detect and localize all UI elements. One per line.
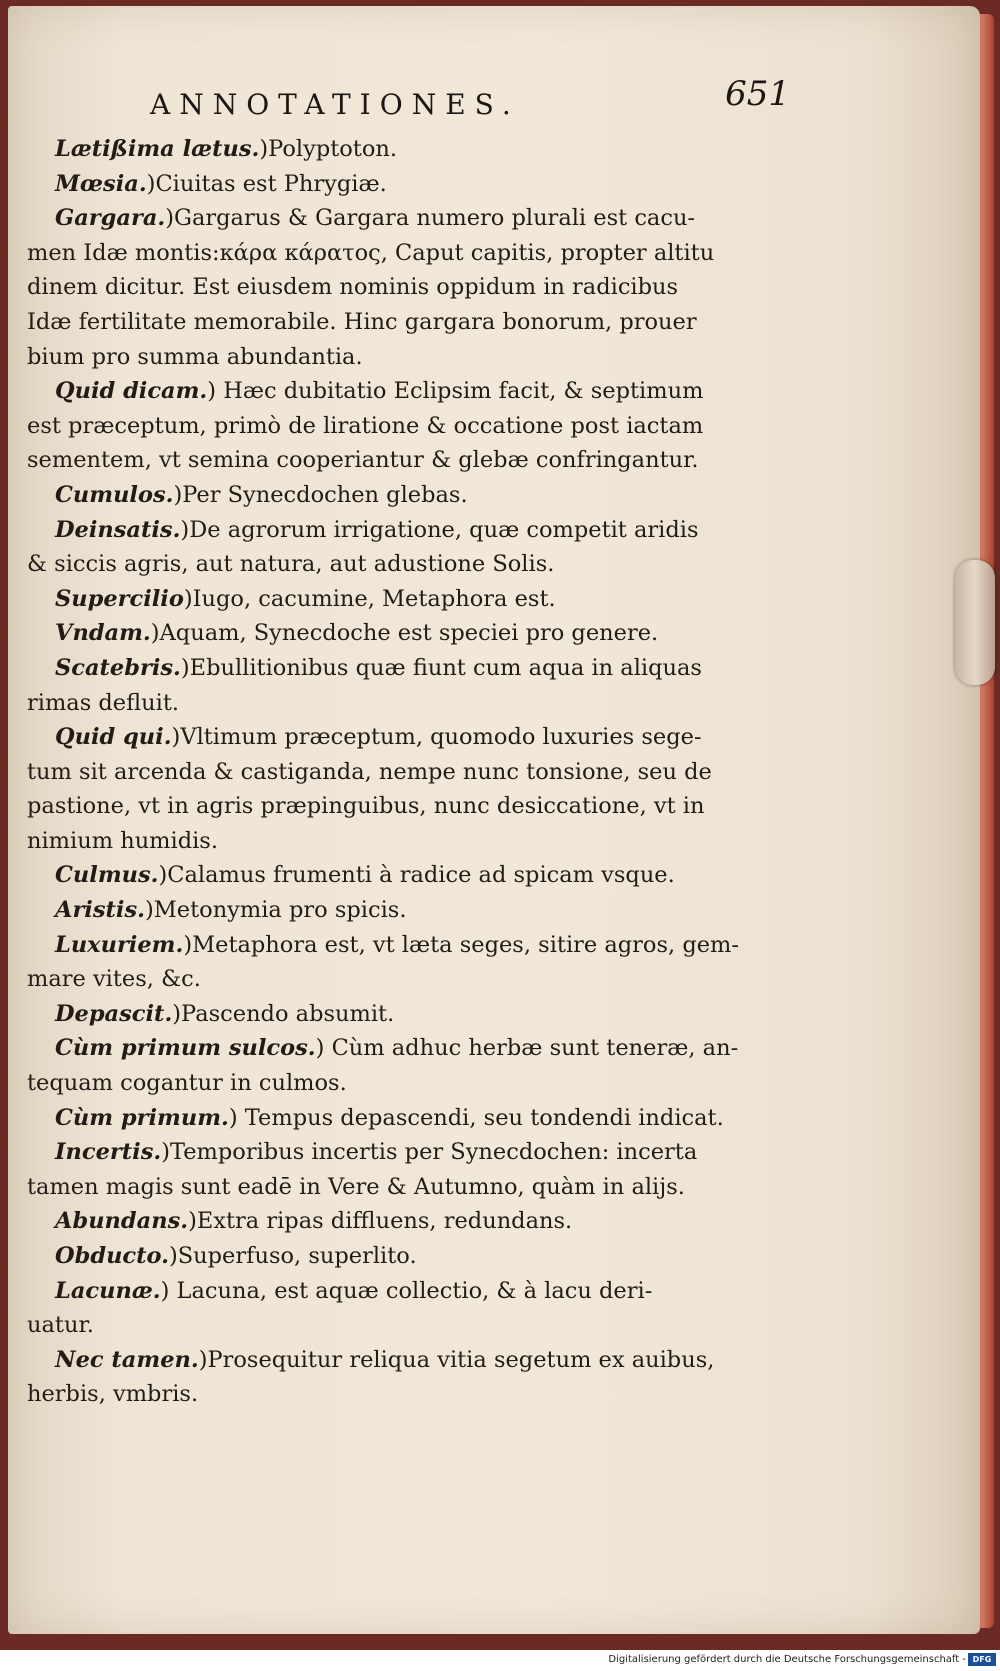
gloss-text: )Extra ripas diffluens, redundans. (188, 1208, 573, 1235)
gloss-text: )De agrorum irrigatione, quæ competit aridis (180, 516, 699, 543)
text-line (27, 858, 807, 893)
lemma: Cùm primum sulcos. (55, 1035, 316, 1062)
text-line (27, 686, 807, 721)
gloss-text: bium pro summa abundantia. (27, 343, 363, 370)
text-line (27, 1101, 807, 1136)
text-line (27, 1377, 807, 1412)
gloss-text: mare vites, &c. (27, 966, 201, 993)
gloss-text: )Metonymia pro spicis. (144, 897, 407, 924)
text-line (27, 928, 807, 963)
text-line (27, 547, 807, 582)
text-line (27, 1308, 807, 1343)
gloss-text: )Ciuitas est Phrygiæ. (146, 170, 387, 197)
gloss-text: )Prosequitur reliqua vitia segetum ex auibus, (198, 1346, 715, 1373)
page-clasp (955, 560, 995, 685)
gloss-text: sementem, vt semina cooperiantur & glebæ confringantur. (27, 447, 699, 474)
gloss-text: tum sit arcenda & castiganda, nempe nunc tonsione, seu de (27, 758, 712, 785)
text-line (27, 824, 807, 859)
gloss-text: & siccis agris, aut natura, aut adustione Solis. (27, 551, 555, 578)
text-line (27, 513, 807, 548)
gloss-text: )Metaphora est, vt læta seges, sitire agros, gem- (183, 931, 739, 958)
lemma: Abundans. (55, 1208, 189, 1235)
gloss-text: ) Cùm adhuc herbæ sunt teneræ, an- (315, 1035, 739, 1062)
text-line (27, 443, 807, 478)
text-line (27, 340, 807, 375)
lemma: Aristis. (55, 897, 145, 924)
lemma: Depascit. (55, 1000, 173, 1027)
gloss-text: uatur. (27, 1312, 94, 1339)
page-number: 651 (725, 74, 790, 114)
gloss-text: )Polyptoton. (259, 136, 398, 162)
gloss-text: ) Tempus depascendi, seu tondendi indicat. (228, 1104, 724, 1131)
lemma: Gargara. (55, 205, 166, 232)
gloss-text: Idæ fertilitate memorabile. Hinc gargara bonorum, prouer (27, 308, 697, 335)
dfg-logo: DFG (968, 1653, 996, 1666)
gloss-text: )Vltimum præceptum, quomodo luxuries sege- (171, 724, 702, 751)
gloss-text: )Aquam, Synecdoche est speciei pro genere. (150, 620, 659, 647)
text-line (27, 1031, 807, 1066)
gloss-text: )Gargarus & Gargara numero plurali est cacu- (165, 205, 696, 232)
annotation-text (27, 132, 807, 1412)
running-head (150, 74, 790, 128)
text-line (27, 962, 807, 997)
text-line (27, 132, 807, 167)
text-line (27, 616, 807, 651)
text-line (27, 305, 807, 340)
lemma: Culmus. (55, 862, 159, 889)
text-line (27, 1239, 807, 1274)
lemma: Deinsatis. (55, 516, 181, 543)
text-line (27, 997, 807, 1032)
lemma: Cumulos. (55, 481, 174, 508)
lemma: Luxuriem. (55, 931, 184, 958)
gloss-text: nimium humidis. (27, 827, 219, 854)
gloss-text: )Ebullitionibus quæ fiunt cum aqua in aliquas (180, 654, 702, 681)
text-line (27, 1274, 807, 1309)
text-line (27, 201, 807, 236)
funding-credit: Digitalisierung gefördert durch die Deutsche Forschungsgemeinschaft - (608, 1654, 966, 1665)
text-line (27, 1135, 807, 1170)
text-line (27, 478, 807, 513)
lemma: Lacunæ. (55, 1277, 161, 1304)
gloss-text: )Pascendo absumit. (172, 1000, 395, 1027)
gloss-text: tamen magis sunt eadē in Vere & Autumno, quàm in alijs. (27, 1173, 685, 1200)
text-line (27, 582, 807, 617)
gloss-text: tequam cogantur in culmos. (27, 1070, 347, 1097)
lemma: Scatebris. (55, 654, 181, 681)
lemma: Nec tamen. (55, 1346, 199, 1373)
text-line (27, 755, 807, 790)
text-line (27, 374, 807, 409)
gloss-text: men Idæ montis:κάρα κάρατος, Caput capitis, propter altitu (27, 239, 715, 266)
gloss-text: pastione, vt in agris præpinguibus, nunc desiccatione, vt in (27, 793, 705, 820)
running-title: ANNOTATIONES. (150, 88, 520, 121)
text-line (27, 651, 807, 686)
lemma: Quid dicam. (55, 378, 208, 405)
gloss-text: rimas defluit. (27, 689, 180, 716)
lemma: Supercilio (55, 585, 184, 612)
gloss-text: dinem dicitur. Est eiusdem nominis oppidum in radicibus (27, 274, 679, 301)
gloss-text: )Temporibus incertis per Synecdochen: incerta (161, 1139, 698, 1166)
text-line (27, 236, 807, 271)
lemma: Obducto. (55, 1243, 169, 1269)
text-line (27, 1066, 807, 1101)
text-line (27, 270, 807, 305)
lemma: Vndam. (55, 620, 151, 647)
gloss-text: )Calamus frumenti à radice ad spicam vsque. (158, 862, 675, 889)
lemma: Quid qui. (55, 724, 172, 751)
gloss-text: )Superfuso, superlito. (168, 1243, 417, 1269)
gloss-text: est præceptum, primò de liratione & occatione post iactam (27, 412, 704, 439)
text-line (27, 1204, 807, 1239)
text-line (27, 409, 807, 444)
lemma: Lætißima lætus. (55, 136, 260, 162)
gloss-text: ) Lacuna, est aquæ collectio, & à lacu deri- (160, 1277, 653, 1304)
gloss-text: )Per Synecdochen glebas. (173, 481, 468, 508)
lemma: Incertis. (55, 1139, 162, 1166)
gloss-text: )Iugo, cacumine, Metaphora est. (183, 585, 556, 612)
lemma: Cùm primum. (55, 1104, 229, 1131)
text-line (27, 1170, 807, 1205)
text-line (27, 720, 807, 755)
gloss-text: ) Hæc dubitatio Eclipsim facit, & septimum (207, 378, 704, 405)
footer-bar (0, 1650, 1000, 1671)
text-line (27, 893, 807, 928)
text-line (27, 789, 807, 824)
text-line (27, 1343, 807, 1378)
text-line (27, 167, 807, 202)
gloss-text: herbis, vmbris. (27, 1381, 199, 1408)
lemma: Mœsia. (55, 170, 147, 197)
